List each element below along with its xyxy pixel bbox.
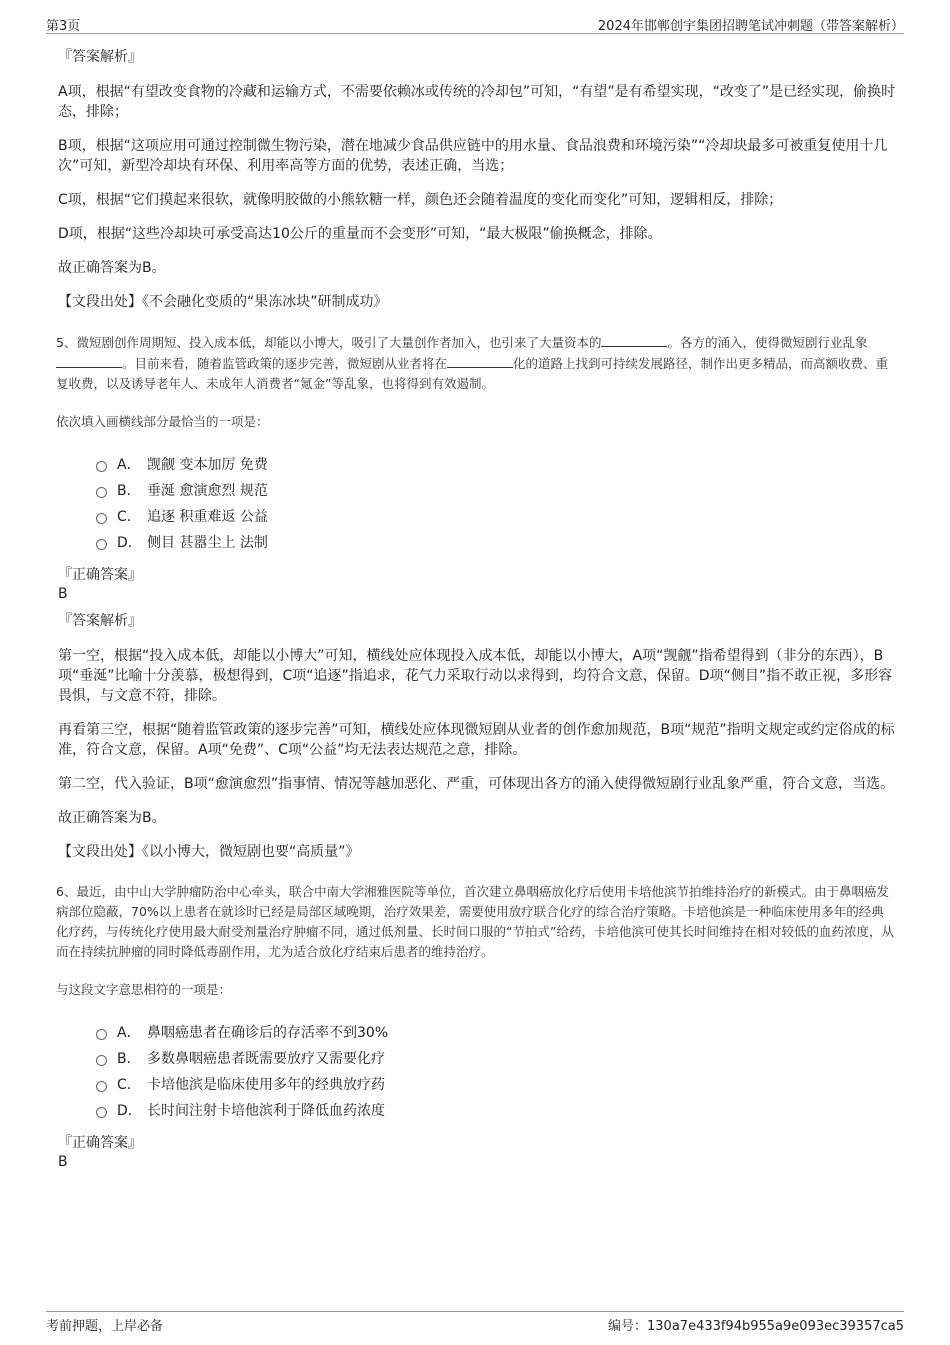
source-citation: 【文段出处】《以小博大，微短剧也要“高质量”》 xyxy=(58,844,360,860)
question-6-stem: 6、最近，由中山大学肿瘤防治中心牵头，联合中南大学湘雅医院等单位，首次建立鼻咽癌放化疗后使用卡培他滨节拍维持治疗的新模式。由于鼻咽癌发病部位隐蔽，70%以上患者在就诊时已经是局部区域晚期，治疗效果差，需要使用放疗联合化疗的综合治疗策略。卡培他滨是一种临床使用多年的经典化疗药，与传统化疗使用最大耐受剂量治疗肿瘤不同，通过低剂量、长时间口服的“节拍式”给药，卡培他滨可使其长时间维持在相对较低的血药浓度，从而在持续抗肿瘤的同时降低毒副作用，尤为适合放化疗结束后患者的维持治疗。 xyxy=(56,884,894,959)
option-d[interactable]: D． 侧目 甚嚣尘上 法制 xyxy=(96,530,896,556)
page-footer xyxy=(46,1311,904,1334)
source-citation: 【文段出处】《不会融化变质的“果冻冰块”研制成功》 xyxy=(58,294,388,310)
radio-icon[interactable] xyxy=(96,1107,107,1118)
radio-icon[interactable] xyxy=(96,1055,107,1066)
analysis-tag: 『答案解析』 xyxy=(58,613,142,629)
radio-icon[interactable] xyxy=(96,539,107,550)
analysis-paragraph: C项，根据“它们摸起来很软，就像明胶做的小熊软糖一样，颜色还会随着温度的变化而变化”可知，逻辑相反，排除； xyxy=(58,192,783,208)
fill-blank xyxy=(601,332,667,347)
question-prompt: 与这段文字意思相符的一项是： xyxy=(56,982,232,997)
option-c[interactable]: C． 追逐 积重难返 公益 xyxy=(96,504,896,530)
page-content xyxy=(56,46,896,1178)
option-c[interactable]: C． 卡培他滨是临床使用多年的经典放疗药 xyxy=(96,1072,896,1098)
analysis-paragraph: 第二空，代入验证，B项“愈演愈烈”指事情、情况等越加恶化、严重，可体现出各方的涌入使得微短剧行业乱象严重，符合文意，当选。 xyxy=(58,776,895,792)
analysis-paragraph: 第一空，根据“投入成本低，却能以小博大”可知，横线处应体现投入成本低，却能以小博大，A项“觊觎”指希望得到（非分的东西），B项“垂涎”比喻十分羡慕，极想得到，C项“追逐”指追求，花气力采取行动以求得到，均符合文意，保留。D项“侧目”指不敢正视，多形容畏惧，与文意不符，排除。 xyxy=(58,648,893,704)
fill-blank xyxy=(56,353,122,368)
option-d[interactable]: D． 长时间注射卡培他滨利于降低血药浓度 xyxy=(96,1098,896,1124)
radio-icon[interactable] xyxy=(96,1029,107,1040)
analysis-tag: 『答案解析』 xyxy=(58,49,142,65)
question-5-stem: 5、微短剧创作周期短、投入成本低，却能以小博大，吸引了大量创作者加入，也引来了大量资本的 。各方的涌入，使得微短剧行业乱象。目前来看，随着监管政策的逐步完善，微短剧从业者将在 化的道路上找到可持续发展路径，制作出更多精品，而高额收费、重复收费，以及诱导老年人、未成年人消费者“氪金”等乱象，也将得到有效遏制。 xyxy=(56,332,896,394)
conclusion: 故正确答案为B。 xyxy=(58,260,166,276)
analysis-paragraph: D项，根据“这些冷却块可承受高达10公斤的重量而不会变形”可知，“最大极限”偷换概念，排除。 xyxy=(58,226,662,242)
document-title: 2024年邯郸创宇集团招聘笔试冲刺题（带答案解析） xyxy=(597,19,904,34)
option-a[interactable]: A． 觊觎 变本加厉 免费 xyxy=(96,452,896,478)
footer-slogan: 考前押题，上岸必备 xyxy=(46,1319,164,1334)
document-id: 编号：130a7e433f94b955a9e093ec39357ca5 xyxy=(608,1319,904,1334)
conclusion: 故正确答案为B。 xyxy=(58,810,166,826)
fill-blank xyxy=(447,353,513,368)
page-header xyxy=(46,13,904,34)
correct-answer-tag: 『正确答案』 xyxy=(58,1135,142,1151)
question-6-options xyxy=(96,1020,896,1124)
analysis-paragraph: A项，根据“有望改变食物的冷藏和运输方式，不需要依赖冰或传统的冷却包”可知，“有望”是有希望实现，“改变了”是已经实现，偷换时态，排除； xyxy=(58,84,896,120)
question-prompt: 依次填入画横线部分最恰当的一项是： xyxy=(56,414,269,429)
correct-answer: B xyxy=(58,586,68,602)
page-number: 第3页 xyxy=(46,19,81,34)
correct-answer: B xyxy=(58,1154,68,1170)
radio-icon[interactable] xyxy=(96,1081,107,1092)
correct-answer-tag: 『正确答案』 xyxy=(58,567,142,583)
option-b[interactable]: B． 多数鼻咽癌患者既需要放疗又需要化疗 xyxy=(96,1046,896,1072)
option-b[interactable]: B． 垂涎 愈演愈烈 规范 xyxy=(96,478,896,504)
radio-icon[interactable] xyxy=(96,461,107,472)
analysis-paragraph: 再看第三空，根据“随着监管政策的逐步完善”可知，横线处应体现微短剧从业者的创作愈加规范，B项“规范”指明文规定或约定俗成的标准，符合文意，保留。A项“免费”、C项“公益”均无法表达规范之意，排除。 xyxy=(58,722,895,758)
radio-icon[interactable] xyxy=(96,513,107,524)
question-5-options xyxy=(96,452,896,556)
analysis-paragraph: B项，根据“这项应用可通过控制微生物污染，潜在地减少食品供应链中的用水量、食品浪费和环境污染”“冷却块最多可被重复使用十几次”可知，新型冷却块有环保、利用率高等方面的优势，表述正确，当选； xyxy=(58,138,888,174)
radio-icon[interactable] xyxy=(96,487,107,498)
option-a[interactable]: A． 鼻咽癌患者在确诊后的存活率不到30% xyxy=(96,1020,896,1046)
